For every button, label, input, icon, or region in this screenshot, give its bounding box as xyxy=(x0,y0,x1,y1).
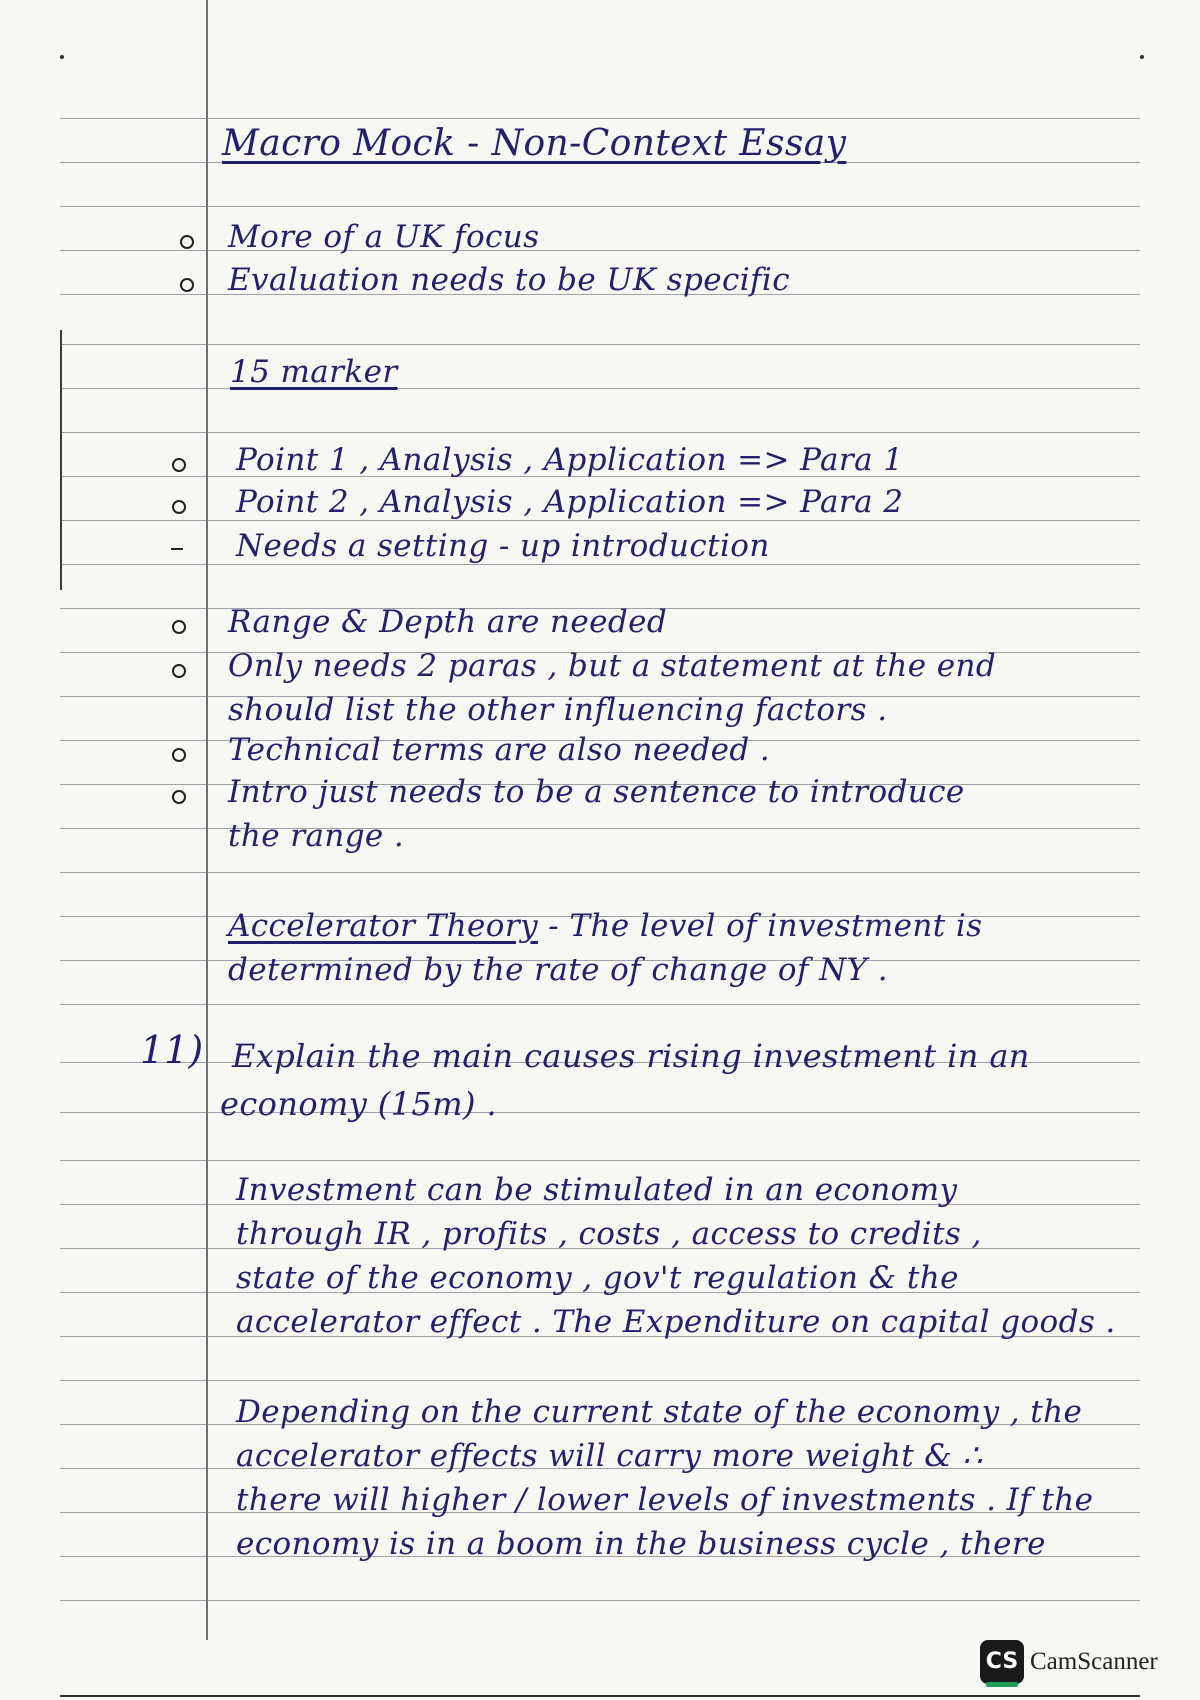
answer-line: Depending on the current state of the economy , the xyxy=(236,1394,1083,1430)
ruled-line xyxy=(60,1160,1140,1161)
definition-term: Accelerator Theory xyxy=(228,908,538,944)
ruled-line xyxy=(60,828,1140,829)
note-line: Point 2 , Analysis , Application => Para 2 xyxy=(236,484,904,520)
bullet-icon xyxy=(172,748,186,762)
ruled-line xyxy=(60,250,1140,251)
marks-heading: 15 marker xyxy=(230,354,398,390)
definition-line: determined by the rate of change of NY . xyxy=(228,952,889,988)
question-number: 11) xyxy=(140,1028,204,1072)
definition-text: - The level of investment is xyxy=(538,908,983,944)
ruled-line xyxy=(60,1600,1140,1601)
ruled-line xyxy=(60,206,1140,207)
bullet-icon xyxy=(172,500,186,514)
note-line: Intro just needs to be a sentence to introduce xyxy=(228,774,965,810)
note-line: More of a UK focus xyxy=(228,219,540,255)
camscanner-watermark: CamScanner xyxy=(1030,1648,1158,1675)
ruled-line xyxy=(60,1004,1140,1005)
note-line: the range . xyxy=(228,818,405,854)
dash-icon xyxy=(171,548,183,550)
scan-dot xyxy=(60,55,64,59)
note-line: Technical terms are also needed . xyxy=(228,732,771,768)
note-line: should list the other influencing factors . xyxy=(228,692,888,728)
answer-line: there will higher / lower levels of investments . If the xyxy=(236,1482,1094,1518)
margin-line xyxy=(206,0,208,1640)
ruled-line xyxy=(60,1380,1140,1381)
note-line: Needs a setting - up introduction xyxy=(236,528,770,564)
bullet-icon xyxy=(172,790,186,804)
bullet-icon xyxy=(172,664,186,678)
answer-line: state of the economy , gov't regulation & the xyxy=(236,1260,959,1296)
definition xyxy=(228,904,982,948)
answer-line: Investment can be stimulated in an economy xyxy=(236,1172,958,1208)
ruled-line xyxy=(60,344,1140,345)
ruled-line xyxy=(60,872,1140,873)
camscanner-logo-icon: CS xyxy=(980,1640,1024,1684)
answer-line: through IR , profits , costs , access to credits , xyxy=(236,1216,982,1252)
question-line: Explain the main causes rising investment in an xyxy=(232,1037,1030,1075)
note-line: Point 1 , Analysis , Application => Para 1 xyxy=(236,442,904,478)
bullet-icon xyxy=(180,278,194,292)
ruled-line xyxy=(60,388,1140,389)
bullet-icon xyxy=(172,620,186,634)
question-line: economy (15m) . xyxy=(220,1085,497,1123)
note-line: Evaluation needs to be UK specific xyxy=(228,262,790,298)
ruled-line xyxy=(60,118,1140,119)
answer-line: economy is in a boom in the business cycle , there xyxy=(236,1526,1046,1562)
bullet-icon xyxy=(172,458,186,472)
answer-line: accelerator effects will carry more weight & ∴ xyxy=(236,1438,983,1474)
note-line: Only needs 2 paras , but a statement at the end xyxy=(228,648,997,684)
note-line: Range & Depth are needed xyxy=(228,604,668,640)
answer-line: accelerator effect . The Expenditure on capital goods . xyxy=(236,1304,1116,1340)
bullet-icon xyxy=(180,235,194,249)
binding-edge xyxy=(60,330,62,590)
page-title: Macro Mock - Non-Context Essay xyxy=(222,123,847,164)
page-bottom-edge xyxy=(60,1695,1140,1697)
ruled-line xyxy=(60,432,1140,433)
scan-dot xyxy=(1140,55,1144,59)
